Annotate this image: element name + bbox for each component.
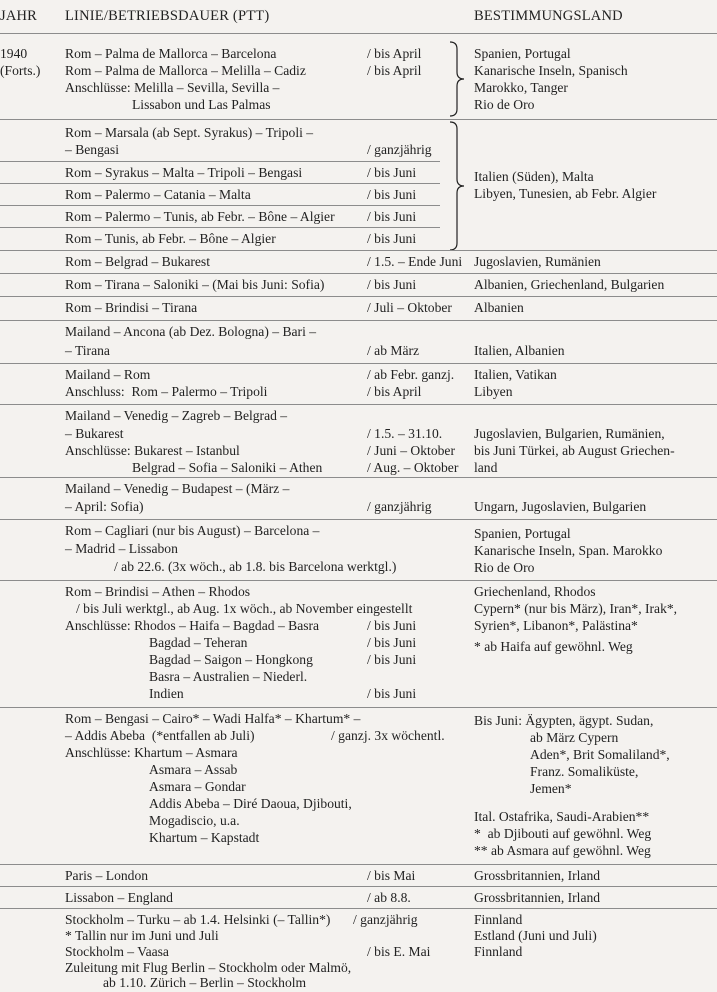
route-duration: / bis E. Mai [367,944,431,959]
route-duration: / ganzjährig [367,499,432,514]
route-line: – Madrid – Lissabon [65,541,178,556]
route-line: Rom – Palermo – Catania – Malta [65,187,251,202]
destination: Estland (Juni und Juli) [474,928,597,943]
route-duration: / bis April [367,384,422,399]
destination: Ital. Ostafrika, Saudi-Arabien** [474,809,650,824]
route-line: Lissabon – England [65,890,173,905]
route-duration: / bis Juni [367,231,417,246]
route-line: Rom – Syrakus – Malta – Tripoli – Bengasi [65,165,303,180]
route-line: Rom – Marsala (ab Sept. Syrakus) – Tripoli – [65,125,314,140]
destination: Albanien, Griechenland, Bulgarien [474,277,665,292]
destination: Libyen, Tunesien, ab Febr. Algier [474,186,657,201]
destination: Grossbritannien, Irland [474,890,601,905]
group-brace [440,40,468,118]
header-destination: BESTIMMUNGSLAND [474,8,623,24]
destination: Rio de Oro [474,97,535,112]
row-divider [0,886,717,887]
row-divider [0,183,440,184]
destination: Marokko, Tanger [474,80,568,95]
row-divider [0,296,717,297]
group-brace [440,120,468,252]
route-connections: Anschlüsse: Bukarest – Istanbul [65,443,240,458]
route-line: Paris – London [65,868,149,883]
route-line: – Bengasi [65,142,119,157]
route-duration: / bis Juni [367,618,417,633]
route-duration: / ab Febr. ganzj. [367,367,455,382]
destination: Albanien [474,300,524,315]
destination: Jugoslavien, Rumänien [474,254,601,269]
destination: Jemen* [530,781,572,796]
route-duration: / 1.5. – Ende Juni [367,254,463,269]
route-duration: / bis Juni [367,652,417,667]
row-divider [0,250,717,251]
route-line: – Addis Abeba (*entfallen ab Juli) [65,728,255,743]
destination: Libyen [474,384,513,399]
route-line: Rom – Brindisi – Athen – Rhodos [65,584,251,599]
destination: Italien (Süden), Malta [474,169,594,184]
destination: Grossbritannien, Irland [474,868,601,883]
route-duration: / ganzjährig [353,912,418,927]
route-connections: Asmara – Assab [149,762,238,777]
destination: Bis Juni: Ägypten, ägypt. Sudan, [474,713,654,728]
destination: Franz. Somaliküste, [530,764,639,779]
row-divider [0,161,440,162]
route-connections: Mogadiscio, u.a. [149,813,240,828]
destination: Italien, Vatikan [474,367,557,382]
row-divider [0,707,717,708]
row-divider [0,519,717,520]
route-duration: / Juli – Oktober [367,300,452,315]
row-divider [0,363,717,364]
row-divider [0,205,440,206]
route-duration: / ganzj. 3x wöchentl. [331,728,445,743]
destination: Spanien, Portugal [474,526,571,541]
route-connections: Anschluss: Rom – Palermo – Tripoli [65,384,268,399]
route-duration: / bis Juni [367,209,417,224]
route-feeder: ab 1.10. Zürich – Berlin – Stockholm [103,975,307,990]
destination: Aden*, Brit Somaliland*, [530,747,670,762]
route-line: Mailand – Venedig – Zagreb – Belgrad – [65,408,288,423]
route-line: – April: Sofia) [65,499,144,514]
destination: Cypern* (nur bis März), Iran*, Irak*, [474,601,678,616]
route-line: Mailand – Rom [65,367,151,382]
header-rule [0,33,717,34]
destination: Kanarische Inseln, Span. Marokko [474,543,663,558]
route-duration: / bis Juni [367,165,417,180]
destination: Jugoslavien, Bulgarien, Rumänien, [474,426,665,441]
destination: Griechenland, Rhodos [474,584,596,599]
row-divider [0,908,717,909]
destination: bis Juni Türkei, ab August Griechen- [474,443,675,458]
route-connections: Asmara – Gondar [149,779,246,794]
route-duration: / ab 8.8. [367,890,411,905]
route-duration: / bis Mai [367,868,416,883]
year: 1940 [0,46,28,61]
route-line: Stockholm – Turku – ab 1.4. Helsinki (– Tallin*) [65,912,331,927]
row-divider [0,119,717,120]
route-duration: / bis Juni [367,277,417,292]
destination: Finnland [474,912,523,927]
route-connections: Belgrad – Sofia – Saloniki – Athen [132,460,323,475]
route-connections: Bagdad – Saigon – Hongkong [149,652,313,667]
destination: land [474,460,498,475]
row-divider [0,273,717,274]
route-line: Stockholm – Vaasa [65,944,169,959]
route-line: Rom – Tunis, ab Febr. – Bône – Algier [65,231,276,246]
route-line: Rom – Palma de Mallorca – Melilla – Cadiz [65,63,306,78]
destination-footnote: * ab Djibouti auf gewöhnl. Weg [474,826,652,841]
destination: Italien, Albanien [474,343,565,358]
route-duration: / Aug. – Oktober [367,460,459,475]
route-duration: / bis Juni [367,635,417,650]
header-year: JAHR [0,8,38,24]
row-divider [0,477,717,478]
route-duration: / bis April [367,63,422,78]
route-footnote: * Tallin nur im Juni und Juli [65,928,219,943]
route-connections: Anschlüsse: Melilla – Sevilla, Sevilla – [65,80,280,95]
destination: Syrien*, Libanon*, Palästina* [474,618,638,633]
route-duration: / bis Juni [367,686,417,701]
row-divider [0,227,440,228]
route-connections: Anschlüsse: Khartum – Asmara [65,745,238,760]
destination-footnote: ** ab Asmara auf gewöhnl. Weg [474,843,651,858]
header-line: LINIE/BETRIEBSDAUER (PTT) [65,8,270,24]
route-line: – Bukarest [65,426,124,441]
row-divider [0,320,717,321]
route-line: Rom – Cagliari (nur bis August) – Barcelona – [65,523,320,538]
destination: ab März Cypern [530,730,619,745]
route-feeder: Zuleitung mit Flug Berlin – Stockholm oder Malmö, [65,960,352,975]
route-connections: Addis Abeba – Diré Daoua, Djibouti, [149,796,352,811]
destination: Ungarn, Jugoslavien, Bulgarien [474,499,647,514]
route-duration: / bis April [367,46,422,61]
route-duration: / ab 22.6. (3x wöch., ab 1.8. bis Barcelona werktgl.) [114,559,397,574]
route-connections: Basra – Australien – Niederl. [149,669,308,684]
route-duration: / bis Juli werktgl., ab Aug. 1x wöch., ab November eingestellt [76,601,413,616]
year-continued: (Forts.) [0,63,41,78]
route-connections: Anschlüsse: Rhodos – Haifa – Bagdad – Basra [65,618,320,633]
route-duration: / Juni – Oktober [367,443,455,458]
route-connections: Khartum – Kapstadt [149,830,260,845]
row-divider [0,580,717,581]
route-line: Rom – Bengasi – Cairo* – Wadi Halfa* – Khartum* – [65,711,361,726]
route-connections: Bagdad – Teheran [149,635,248,650]
route-duration: / ganzjährig [367,142,432,157]
route-line: Mailand – Venedig – Budapest – (März – [65,481,290,496]
destination: Finnland [474,944,523,959]
route-line: Rom – Brindisi – Tirana [65,300,198,315]
route-line: Rom – Palma de Mallorca – Barcelona [65,46,277,61]
route-connections: Indien [149,686,184,701]
destination-footnote: * ab Haifa auf gewöhnl. Weg [474,639,633,654]
route-duration: / 1.5. – 31.10. [367,426,443,441]
route-duration: / bis Juni [367,187,417,202]
destination: Rio de Oro [474,560,535,575]
route-line: Mailand – Ancona (ab Dez. Bologna) – Bari – [65,324,317,339]
row-divider [0,864,717,865]
route-line: Rom – Belgrad – Bukarest [65,254,210,269]
route-duration: / ab März [367,343,420,358]
destination: Spanien, Portugal [474,46,571,61]
destination: Kanarische Inseln, Spanisch [474,63,628,78]
route-line: Rom – Tirana – Saloniki – (Mai bis Juni: Sofia) [65,277,325,292]
route-line: Rom – Palermo – Tunis, ab Febr. – Bône – Algier [65,209,335,224]
route-line: – Tirana [65,343,110,358]
row-divider [0,404,717,405]
route-connections: Lissabon und Las Palmas [132,97,271,112]
